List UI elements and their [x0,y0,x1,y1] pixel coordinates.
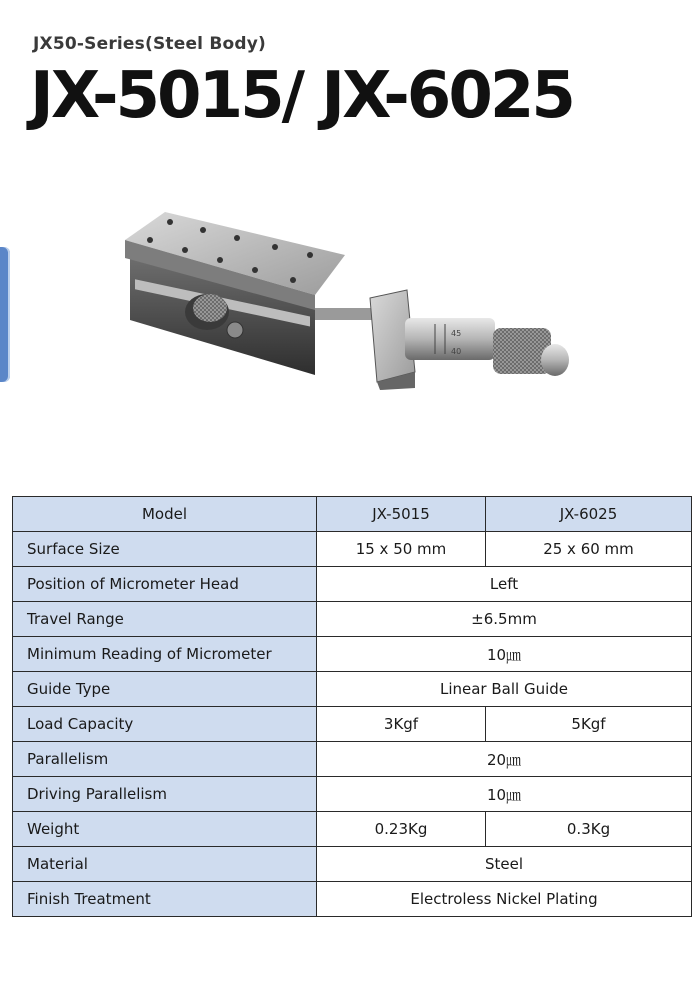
row-value: 15 x 50 mm [317,532,486,567]
side-index-tab [0,247,10,382]
row-label: Minimum Reading of Micrometer [13,637,317,672]
row-value: 10㎛ [317,637,692,672]
row-value: 5Kgf [486,707,692,742]
row-label: Driving Parallelism [13,777,317,812]
table-row [13,812,692,847]
table-row [13,742,692,777]
row-label: Position of Micrometer Head [13,567,317,602]
table-header-row [13,497,692,532]
header-jx-6025: JX-6025 [486,497,692,532]
series-subtitle: JX50-Series(Steel Body) [33,34,266,54]
row-value: 0.3Kg [486,812,692,847]
spec-table [12,496,692,917]
row-value: ±6.5mm [317,602,692,637]
table-row [13,567,692,602]
table-row [13,882,692,917]
row-value: 25 x 60 mm [486,532,692,567]
row-value: 3Kgf [317,707,486,742]
row-value: Electroless Nickel Plating [317,882,692,917]
scale-mark-lower: 40 [451,347,462,356]
row-label: Travel Range [13,602,317,637]
product-image [115,200,585,420]
row-label: Parallelism [13,742,317,777]
row-label: Surface Size [13,532,317,567]
table-row [13,847,692,882]
table-row [13,672,692,707]
table-row [13,707,692,742]
table-row [13,777,692,812]
row-value: Steel [317,847,692,882]
row-value: 20㎛ [317,742,692,777]
row-label: Load Capacity [13,707,317,742]
page-title: JX-5015/ JX-6025 [30,59,573,133]
header-jx-5015: JX-5015 [317,497,486,532]
row-label: Finish Treatment [13,882,317,917]
row-value: 10㎛ [317,777,692,812]
row-value: Linear Ball Guide [317,672,692,707]
table-row [13,532,692,567]
row-label: Guide Type [13,672,317,707]
row-value: Left [317,567,692,602]
row-label: Weight [13,812,317,847]
table-row [13,637,692,672]
row-label: Material [13,847,317,882]
row-value: 0.23Kg [317,812,486,847]
table-row [13,602,692,637]
scale-mark-upper: 45 [451,329,462,338]
header-model: Model [13,497,317,532]
